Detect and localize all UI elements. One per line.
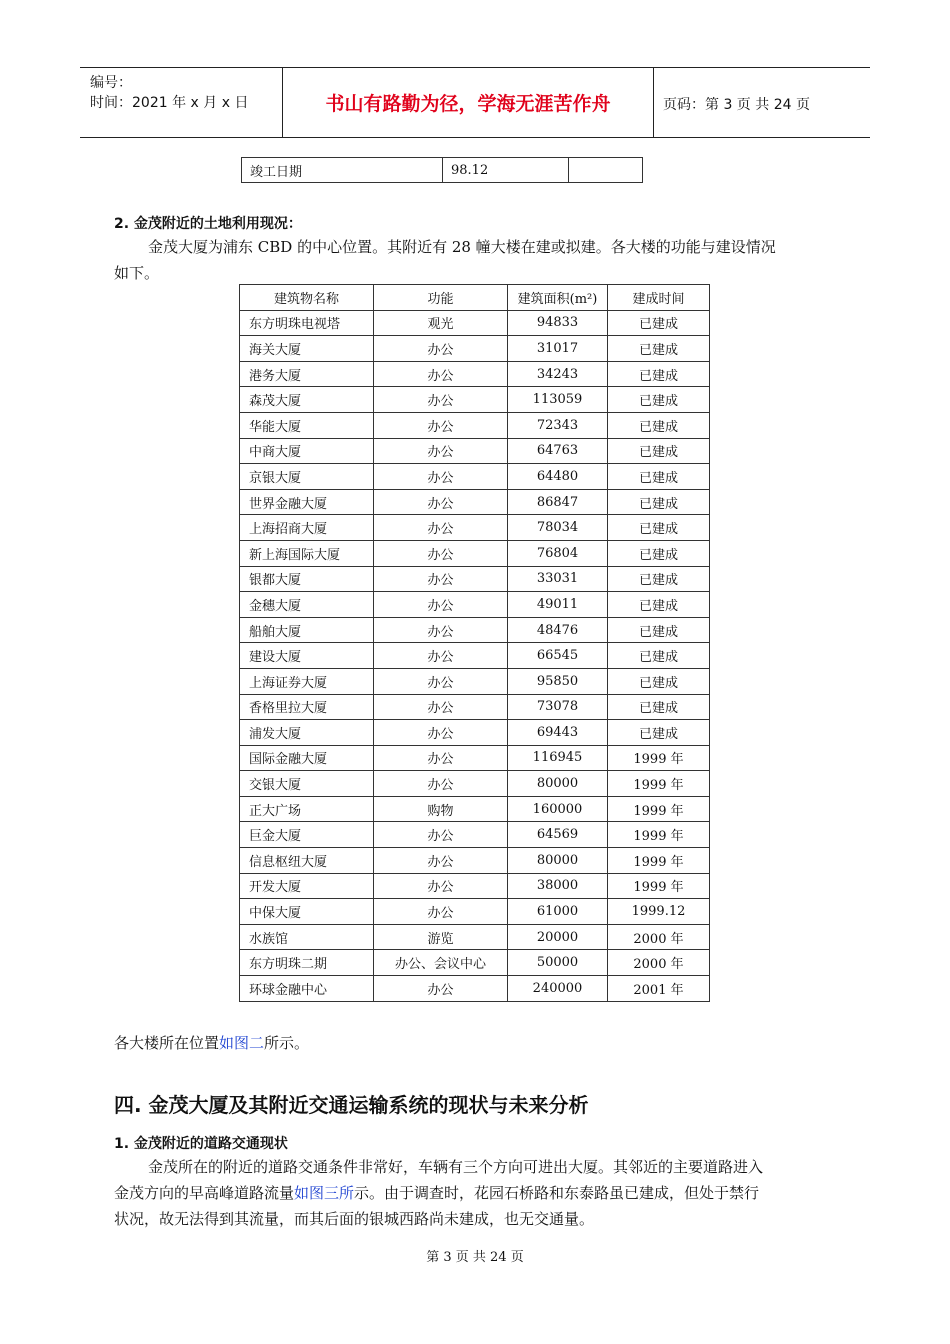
building-name-cell: 海关大厦 <box>240 336 374 362</box>
completion-cell: 已建成 <box>608 592 710 618</box>
function-cell: 办公 <box>374 668 508 694</box>
table-row <box>240 668 710 694</box>
area-cell: 113059 <box>508 387 608 413</box>
column-header-area: 建筑面积(m²) <box>508 285 608 311</box>
building-name-cell: 开发大厦 <box>240 873 374 899</box>
completion-cell: 已建成 <box>608 668 710 694</box>
building-name-cell: 港务大厦 <box>240 361 374 387</box>
function-cell: 办公 <box>374 540 508 566</box>
function-cell: 办公、会议中心 <box>374 950 508 976</box>
function-cell: 办公 <box>374 412 508 438</box>
building-name-cell: 建设大厦 <box>240 643 374 669</box>
completion-cell: 已建成 <box>608 387 710 413</box>
section-heading-land-use: 2. 金茂附近的土地利用现况： <box>114 216 302 232</box>
function-cell: 办公 <box>374 822 508 848</box>
completion-cell: 已建成 <box>608 336 710 362</box>
area-cell: 95850 <box>508 668 608 694</box>
area-cell: 73078 <box>508 694 608 720</box>
table-row <box>240 924 710 950</box>
building-name-cell: 华能大厦 <box>240 412 374 438</box>
completion-cell: 已建成 <box>608 617 710 643</box>
area-cell: 72343 <box>508 412 608 438</box>
area-cell: 38000 <box>508 873 608 899</box>
header-page-info: 页码：第 3 页 共 24 页 <box>663 97 810 113</box>
function-cell: 办公 <box>374 745 508 771</box>
table-row <box>240 822 710 848</box>
table-row <box>240 643 710 669</box>
area-cell: 61000 <box>508 899 608 925</box>
function-cell: 办公 <box>374 515 508 541</box>
function-cell: 办公 <box>374 771 508 797</box>
section-four-heading: 四. 金茂大厦及其附近交通运输系统的现状与未来分析 <box>114 1093 589 1117</box>
area-cell: 160000 <box>508 796 608 822</box>
function-cell: 办公 <box>374 592 508 618</box>
header-meta <box>80 68 283 137</box>
building-name-cell: 上海招商大厦 <box>240 515 374 541</box>
table-row <box>240 336 710 362</box>
completion-cell: 已建成 <box>608 464 710 490</box>
function-cell: 办公 <box>374 336 508 362</box>
building-name-cell: 信息枢纽大厦 <box>240 848 374 874</box>
function-cell: 办公 <box>374 643 508 669</box>
building-name-cell: 东方明珠电视塔 <box>240 310 374 336</box>
building-name-cell: 东方明珠二期 <box>240 950 374 976</box>
page-footer: 第 3 页 共 24 页 <box>426 1250 524 1265</box>
building-name-cell: 浦发大厦 <box>240 720 374 746</box>
table-row <box>240 310 710 336</box>
building-name-cell: 巨金大厦 <box>240 822 374 848</box>
area-cell: 50000 <box>508 950 608 976</box>
completion-cell: 已建成 <box>608 515 710 541</box>
table-row <box>242 158 643 183</box>
area-cell: 66545 <box>508 643 608 669</box>
table-row <box>240 950 710 976</box>
function-cell: 办公 <box>374 848 508 874</box>
completion-cell: 已建成 <box>608 412 710 438</box>
table-row <box>240 873 710 899</box>
function-cell: 办公 <box>374 617 508 643</box>
completion-cell: 已建成 <box>608 694 710 720</box>
area-cell: 240000 <box>508 976 608 1002</box>
completion-cell: 1999 年 <box>608 796 710 822</box>
column-header-name: 建筑物名称 <box>240 285 374 311</box>
area-cell: 20000 <box>508 924 608 950</box>
function-cell: 办公 <box>374 438 508 464</box>
table-row <box>240 387 710 413</box>
area-cell: 64569 <box>508 822 608 848</box>
completion-cell: 1999 年 <box>608 745 710 771</box>
completion-cell: 2000 年 <box>608 924 710 950</box>
completion-cell: 1999 年 <box>608 822 710 848</box>
function-cell: 购物 <box>374 796 508 822</box>
function-cell: 办公 <box>374 873 508 899</box>
area-cell: 76804 <box>508 540 608 566</box>
completion-cell: 已建成 <box>608 361 710 387</box>
area-cell: 116945 <box>508 745 608 771</box>
area-cell: 31017 <box>508 336 608 362</box>
completion-cell: 已建成 <box>608 643 710 669</box>
building-name-cell: 水族馆 <box>240 924 374 950</box>
column-header-completion: 建成时间 <box>608 285 710 311</box>
traffic-line2-text-end: 示。由于调查时，花园石桥路和东泰路虽已建成，但处于禁行 <box>354 1184 760 1202</box>
header-motto: 书山有路勤为径，学海无涯苦作舟 <box>283 68 654 137</box>
function-cell: 游览 <box>374 924 508 950</box>
completion-value: 98.12 <box>443 158 569 183</box>
table-row <box>240 540 710 566</box>
building-name-cell: 世界金融大厦 <box>240 489 374 515</box>
building-name-cell: 中商大厦 <box>240 438 374 464</box>
completion-table <box>241 157 643 183</box>
header-date: 时间：2021 年 x 月 x 日 <box>90 95 249 111</box>
table-row <box>240 464 710 490</box>
traffic-paragraph-line1: 金茂所在的附近的道路交通条件非常好，车辆有三个方向可进出大厦。其邻近的主要道路进入 <box>148 1158 764 1176</box>
building-name-cell: 交银大厦 <box>240 771 374 797</box>
building-name-cell: 森茂大厦 <box>240 387 374 413</box>
table-row <box>240 412 710 438</box>
area-cell: 48476 <box>508 617 608 643</box>
completion-cell: 已建成 <box>608 489 710 515</box>
traffic-paragraph-line2 <box>114 1180 759 1206</box>
column-header-function: 功能 <box>374 285 508 311</box>
area-cell: 78034 <box>508 515 608 541</box>
building-name-cell: 银都大厦 <box>240 566 374 592</box>
figure-two-link[interactable]: 如图二 <box>219 1034 265 1052</box>
building-name-cell: 香格里拉大厦 <box>240 694 374 720</box>
completion-label: 竣工日期 <box>242 158 443 183</box>
table-row <box>240 720 710 746</box>
table-row <box>240 438 710 464</box>
completion-cell: 已建成 <box>608 720 710 746</box>
function-cell: 办公 <box>374 566 508 592</box>
completion-cell: 已建成 <box>608 566 710 592</box>
building-name-cell: 金穗大厦 <box>240 592 374 618</box>
function-cell: 办公 <box>374 720 508 746</box>
section-heading-road-traffic: 1. 金茂附近的道路交通现状 <box>114 1136 288 1152</box>
building-name-cell: 国际金融大厦 <box>240 745 374 771</box>
area-cell: 33031 <box>508 566 608 592</box>
table-row <box>240 745 710 771</box>
traffic-line2-text: 金茂方向的早高峰道路流量 <box>114 1184 295 1202</box>
function-cell: 观光 <box>374 310 508 336</box>
completion-extra <box>569 158 643 183</box>
table-row <box>240 771 710 797</box>
function-cell: 办公 <box>374 464 508 490</box>
completion-cell: 1999.12 <box>608 899 710 925</box>
building-name-cell: 中保大厦 <box>240 899 374 925</box>
function-cell: 办公 <box>374 899 508 925</box>
building-name-cell: 京银大厦 <box>240 464 374 490</box>
completion-cell: 2000 年 <box>608 950 710 976</box>
table-header-row <box>240 285 710 311</box>
area-cell: 64763 <box>508 438 608 464</box>
area-cell: 64480 <box>508 464 608 490</box>
table-row <box>240 694 710 720</box>
completion-cell: 已建成 <box>608 540 710 566</box>
table-row <box>240 566 710 592</box>
completion-cell: 1999 年 <box>608 848 710 874</box>
buildings-table <box>239 284 710 1002</box>
building-name-cell: 新上海国际大厦 <box>240 540 374 566</box>
function-cell: 办公 <box>374 694 508 720</box>
function-cell: 办公 <box>374 976 508 1002</box>
page-header <box>80 67 870 138</box>
location-note-text: 各大楼所在位置 <box>114 1034 220 1052</box>
table-row <box>240 515 710 541</box>
table-row <box>240 848 710 874</box>
area-cell: 34243 <box>508 361 608 387</box>
building-name-cell: 环球金融中心 <box>240 976 374 1002</box>
table-row <box>240 592 710 618</box>
completion-cell: 1999 年 <box>608 771 710 797</box>
area-cell: 94833 <box>508 310 608 336</box>
area-cell: 86847 <box>508 489 608 515</box>
completion-cell: 2001 年 <box>608 976 710 1002</box>
completion-cell: 已建成 <box>608 310 710 336</box>
function-cell: 办公 <box>374 489 508 515</box>
table-row <box>240 976 710 1002</box>
area-cell: 80000 <box>508 771 608 797</box>
building-name-cell: 上海证券大厦 <box>240 668 374 694</box>
completion-cell: 1999 年 <box>608 873 710 899</box>
figure-three-link[interactable]: 如图三所 <box>294 1184 355 1202</box>
function-cell: 办公 <box>374 361 508 387</box>
table-row <box>240 617 710 643</box>
function-cell: 办公 <box>374 387 508 413</box>
area-cell: 49011 <box>508 592 608 618</box>
building-name-cell: 船舶大厦 <box>240 617 374 643</box>
land-use-paragraph-line2: 如下。 <box>114 264 160 282</box>
location-note <box>114 1030 309 1056</box>
completion-cell: 已建成 <box>608 438 710 464</box>
location-note-text-end: 所示。 <box>264 1034 310 1052</box>
area-cell: 80000 <box>508 848 608 874</box>
traffic-paragraph-line3: 状况，故无法得到其流量，而其后面的银城西路尚未建成，也无交通量。 <box>114 1210 595 1228</box>
land-use-paragraph-line1: 金茂大厦为浦东 CBD 的中心位置。其附近有 28 幢大楼在建或拟建。各大楼的功能与建设情况 <box>148 238 776 256</box>
serial-number-label: 编号： <box>90 75 132 91</box>
table-row <box>240 796 710 822</box>
table-row <box>240 361 710 387</box>
area-cell: 69443 <box>508 720 608 746</box>
table-row <box>240 489 710 515</box>
table-row <box>240 899 710 925</box>
building-name-cell: 正大广场 <box>240 796 374 822</box>
